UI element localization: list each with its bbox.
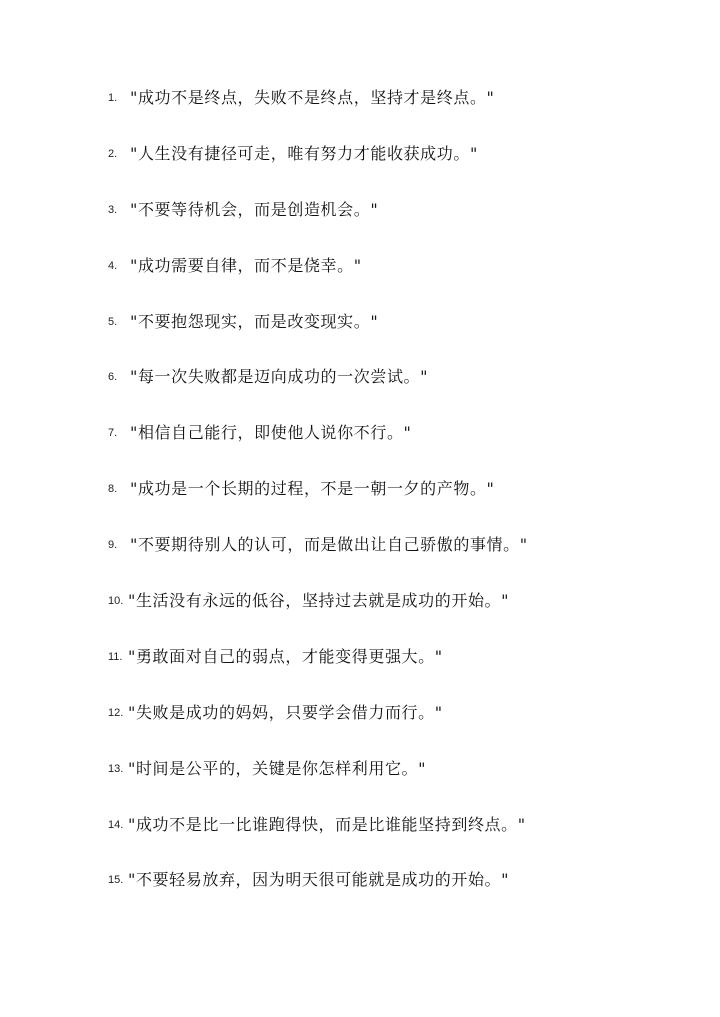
quote-item <box>108 252 688 308</box>
quote-text: "相信自己能行，即使他人说你不行。" <box>130 423 412 443</box>
quote-text: "不要期待别人的认可，而是做出让自己骄傲的事情。" <box>130 535 528 555</box>
quote-item <box>108 755 688 811</box>
quote-text: "成功是一个长期的过程，不是一朝一夕的产物。" <box>130 479 495 499</box>
quote-number: 7. <box>108 427 118 440</box>
quote-number: 11. <box>108 650 123 663</box>
quote-text: "失败是成功的妈妈，只要学会借力而行。" <box>128 702 443 722</box>
quote-item <box>108 140 688 196</box>
quote-number: 14. <box>108 818 124 831</box>
quote-text: "每一次失败都是迈向成功的一次尝试。" <box>130 367 429 387</box>
quote-number: 5. <box>108 315 118 328</box>
quote-item <box>108 475 688 531</box>
quote-text: "生活没有永远的低谷，坚持过去就是成功的开始。" <box>128 591 510 611</box>
quote-text: "成功需要自律，而不是侥幸。" <box>130 255 362 275</box>
quote-item <box>108 308 688 364</box>
quote-number: 12. <box>108 706 124 719</box>
quote-number: 6. <box>108 371 118 384</box>
quote-item <box>108 699 688 755</box>
quote-number: 10. <box>108 595 124 608</box>
quote-text: "勇敢面对自己的弱点，才能变得更强大。" <box>128 646 443 666</box>
quote-text: "成功不是比一比谁跑得快，而是比谁能坚持到终点。" <box>128 814 526 834</box>
quote-text: "不要抱怨现实，而是改变现实。" <box>130 311 379 331</box>
quote-number: 13. <box>108 762 124 775</box>
quote-text: "人生没有捷径可走，唯有努力才能收获成功。" <box>130 143 478 163</box>
quote-item <box>108 363 688 419</box>
quote-item <box>108 196 688 252</box>
quote-text: "不要轻易放弃，因为明天很可能就是成功的开始。" <box>128 870 510 890</box>
quote-item <box>108 419 688 475</box>
quote-number: 9. <box>108 539 118 552</box>
quote-text: "不要等待机会，而是创造机会。" <box>130 199 379 219</box>
quote-item <box>108 531 688 587</box>
quote-item <box>108 84 688 140</box>
quote-number: 8. <box>108 483 118 496</box>
quote-item <box>108 643 688 699</box>
quote-text: "时间是公平的，关键是你怎样利用它。" <box>128 758 427 778</box>
quote-number: 4. <box>108 259 118 272</box>
quote-text: "成功不是终点，失败不是终点，坚持才是终点。" <box>130 88 495 107</box>
quote-number: 15. <box>108 874 124 887</box>
quote-number: 2. <box>108 147 118 160</box>
quote-number: 1. <box>108 92 118 104</box>
quote-number: 3. <box>108 203 118 216</box>
quote-list <box>108 84 688 922</box>
quote-item <box>108 587 688 643</box>
quote-item <box>108 811 688 867</box>
quote-item <box>108 866 688 922</box>
